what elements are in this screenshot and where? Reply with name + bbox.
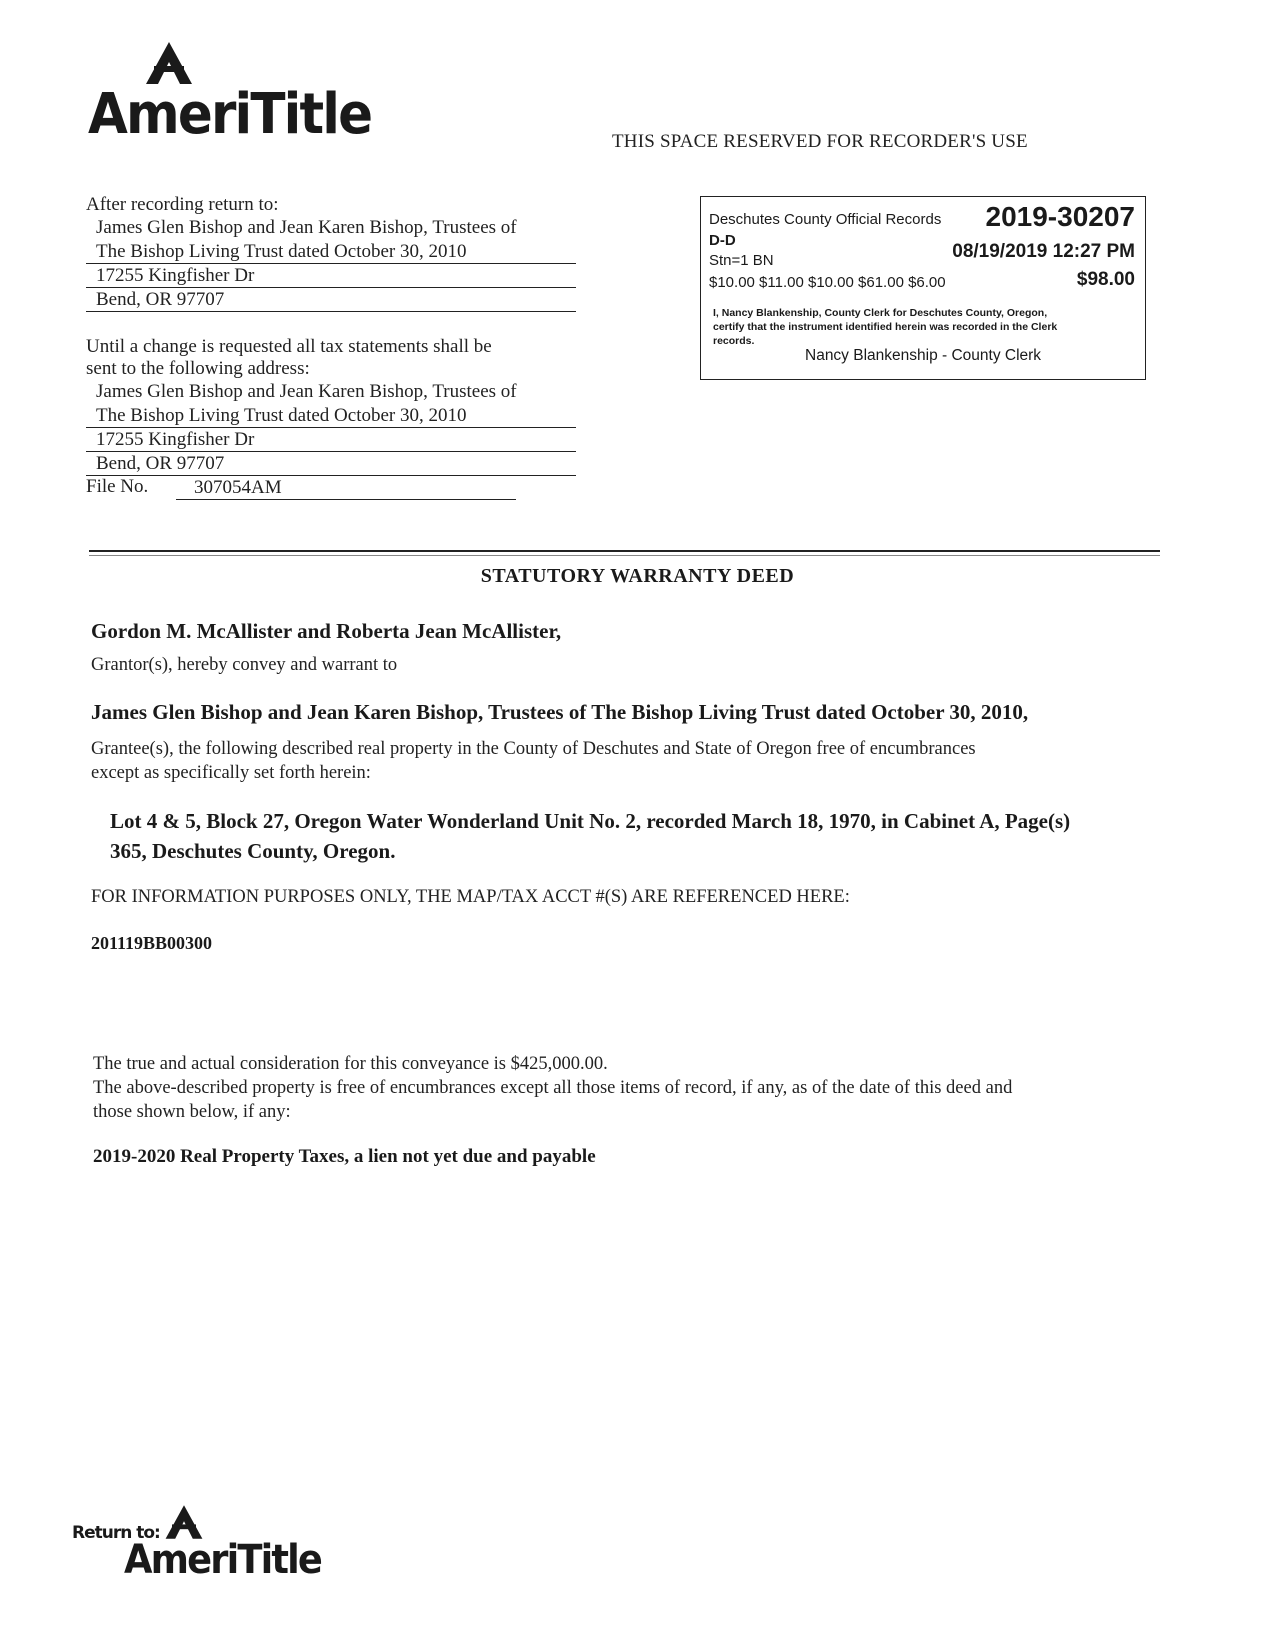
tax-address-line1: James Glen Bishop and Jean Karen Bishop, Trustees of bbox=[96, 381, 517, 402]
ameritile-a-mark-icon bbox=[144, 42, 194, 84]
encumbrance-statement-line2: those shown below, if any: bbox=[93, 1102, 291, 1122]
recorder-space-label: THIS SPACE RESERVED FOR RECORDER'S USE bbox=[612, 131, 1028, 152]
clerk-cert-line2: certify that the instrument identified herein was recorded in the Clerk bbox=[713, 321, 1058, 333]
ameritile-a-mark-icon bbox=[164, 1505, 204, 1539]
tax-account-number: 201119BB00300 bbox=[91, 933, 213, 953]
document-code: D-D bbox=[709, 232, 736, 249]
clerk-cert-line1: I, Nancy Blankenship, County Clerk for Deschutes County, Oregon, bbox=[713, 307, 1048, 319]
return-to-line1: James Glen Bishop and Jean Karen Bishop, Trustees of bbox=[96, 217, 517, 238]
deed-title: STATUTORY WARRANTY DEED bbox=[480, 565, 795, 587]
return-to-label: After recording return to: bbox=[86, 194, 279, 215]
grantee-names: James Glen Bishop and Jean Karen Bishop, Trustees of The Bishop Living Trust dated October 30, 2010, bbox=[91, 700, 1029, 724]
section-divider-thin bbox=[89, 555, 1160, 556]
return-to-stamp-label: Return to: bbox=[72, 1523, 160, 1543]
fee-list: $10.00 $11.00 $10.00 $61.00 $6.00 bbox=[709, 274, 946, 291]
clerk-signature: Nancy Blankenship - County Clerk bbox=[805, 347, 1042, 364]
file-number-label: File No. bbox=[86, 476, 149, 497]
tax-exception: 2019-2020 Real Property Taxes, a lien not yet due and payable bbox=[93, 1146, 596, 1167]
return-to-stamp bbox=[72, 1505, 322, 1585]
footer-logo-wordmark: AmeriTitle bbox=[124, 1537, 322, 1583]
record-number: 2019-30207 bbox=[985, 201, 1135, 232]
legal-description-line2: 365, Deschutes County, Oregon. bbox=[110, 839, 396, 863]
file-number-value: 307054AM bbox=[176, 476, 516, 500]
tax-statement-label-line1: Until a change is requested all tax statements shall be bbox=[86, 336, 492, 357]
tax-statement-label-line2: sent to the following address: bbox=[86, 358, 310, 379]
grantor-statement: Grantor(s), hereby convey and warrant to bbox=[91, 655, 398, 675]
consideration-statement: The true and actual consideration for this conveyance is $425,000.00. bbox=[93, 1054, 608, 1074]
return-to-line3: 17255 Kingfisher Dr bbox=[86, 264, 576, 288]
tax-address-line2: The Bishop Living Trust dated October 30, 2010 bbox=[86, 404, 576, 428]
return-to-line4: Bend, OR 97707 bbox=[86, 288, 576, 312]
return-to-line2: The Bishop Living Trust dated October 30, 2010 bbox=[86, 240, 576, 264]
tax-address-line3: 17255 Kingfisher Dr bbox=[86, 428, 576, 452]
county-records-label: Deschutes County Official Records bbox=[709, 211, 942, 228]
logo-wordmark: AmeriTitle bbox=[88, 82, 372, 147]
tax-reference-label: FOR INFORMATION PURPOSES ONLY, THE MAP/TAX ACCT #(S) ARE REFERENCED HERE: bbox=[91, 887, 850, 907]
grantee-statement-line2: except as specifically set forth herein: bbox=[91, 763, 371, 783]
grantee-statement-line1: Grantee(s), the following described real property in the County of Deschutes and State of Oregon free of encumbrances bbox=[91, 739, 976, 759]
recorder-stamp-box bbox=[700, 196, 1146, 380]
recorded-datetime: 08/19/2019 12:27 PM bbox=[952, 241, 1135, 262]
legal-description-line1: Lot 4 & 5, Block 27, Oregon Water Wonderland Unit No. 2, recorded March 18, 1970, in Cabinet A, Page(s) bbox=[110, 809, 1071, 833]
tax-address-line4: Bend, OR 97707 bbox=[86, 452, 576, 476]
section-divider bbox=[89, 550, 1160, 552]
ameritile-logo bbox=[88, 42, 372, 152]
encumbrance-statement-line1: The above-described property is free of encumbrances except all those items of record, if any, as of the date of this deed and bbox=[93, 1078, 1013, 1098]
fee-total: $98.00 bbox=[1076, 269, 1135, 290]
station-code: Stn=1 BN bbox=[709, 252, 774, 269]
grantor-names: Gordon M. McAllister and Roberta Jean McAllister, bbox=[91, 619, 562, 643]
clerk-cert-line3: records. bbox=[713, 335, 755, 347]
